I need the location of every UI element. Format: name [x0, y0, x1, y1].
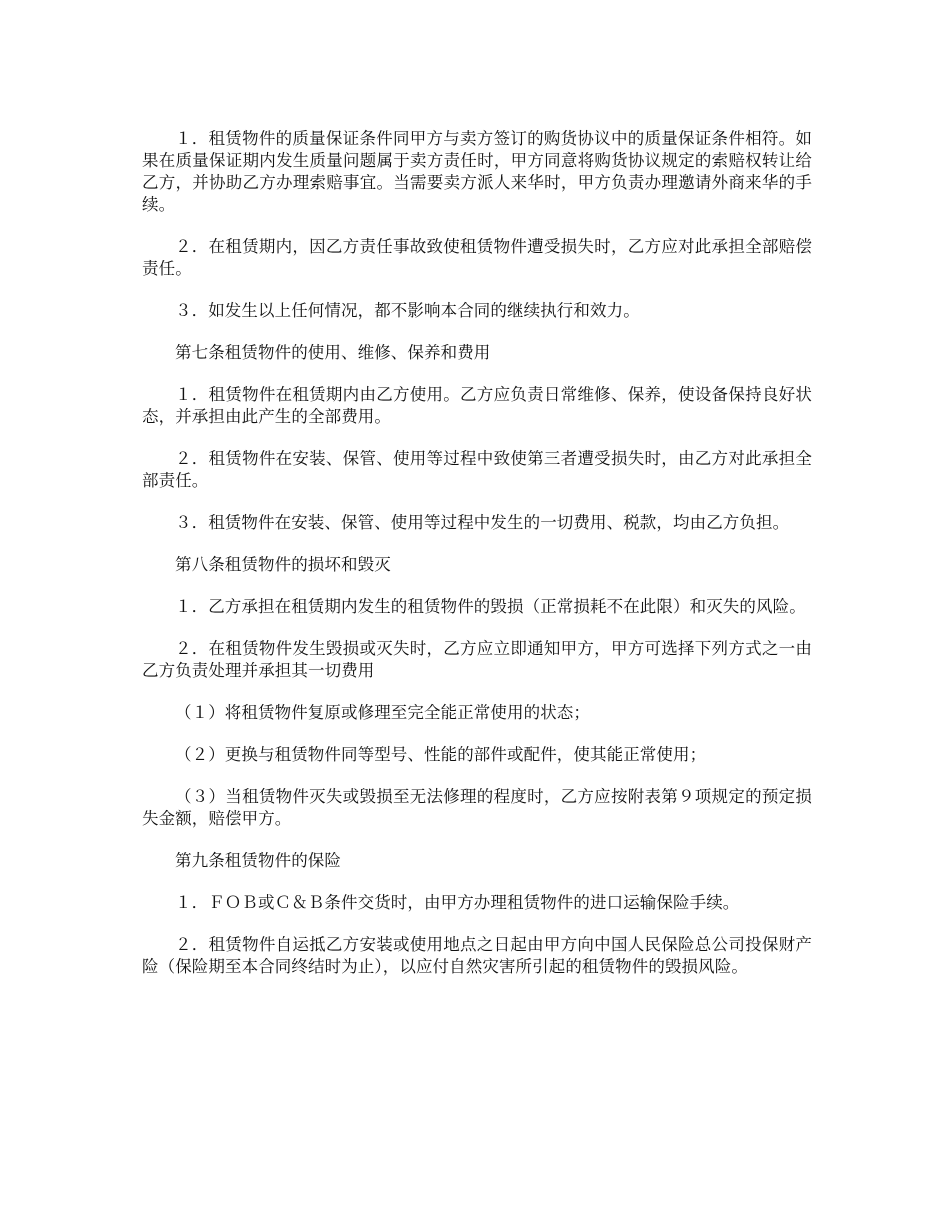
article-8-option-3: （３）当租赁物件灭失或毁损至无法修理的程度时，乙方应按附表第９项规定的预定损失金额，赔偿甲方。 — [142, 787, 812, 828]
clause-6-item-1: １．租赁物件的质量保证条件同甲方与卖方签订的购货协议中的质量保证条件相符。如果在质量保证期内发生质量问题属于卖方责任时，甲方同意将购货协议规定的索赔权转让给乙方，并协助乙方办理索赔事宜。当需要卖方派人来华时，甲方负责办理邀请外商来华的手续。 — [142, 129, 812, 214]
article-8-item-1: １．乙方承担在租赁期内发生的租赁物件的毁损（正常损耗不在此限）和灭失的风险。 — [175, 597, 806, 616]
clause-6-item-3: ３．如发生以上任何情况，都不影响本合同的继续执行和效力。 — [175, 301, 640, 320]
clause-6-item-2: ２．在租赁期内，因乙方责任事故致使租赁物件遭受损失时，乙方应对此承担全部赔偿责任。 — [142, 237, 812, 278]
article-9-heading: 第九条租赁物件的保险 — [175, 851, 341, 870]
article-8-item-2: ２．在租赁物件发生毁损或灭失时，乙方应立即通知甲方，甲方可选择下列方式之一由乙方负责处理并承担其一切费用 — [142, 639, 812, 680]
article-7-item-3: ３．租赁物件在安装、保管、使用等过程中发生的一切费用、税款，均由乙方负担。 — [175, 513, 790, 532]
article-7-item-1: １．租赁物件在租赁期内由乙方使用。乙方应负责日常维修、保养，使设备保持良好状态，并承担由此产生的全部费用。 — [142, 385, 812, 426]
article-9-item-2: ２．租赁物件自运抵乙方安装或使用地点之日起由甲方向中国人民保险总公司投保财产险（保险期至本合同终结时为止），以应付自然灾害所引起的租赁物件的毁损风险。 — [142, 935, 812, 976]
article-8-heading: 第八条租赁物件的损坏和毁灭 — [175, 555, 391, 574]
article-7-item-2: ２．租赁物件在安装、保管、使用等过程中致使第三者遭受损失时，由乙方对此承担全部责任。 — [142, 449, 812, 490]
article-8-option-1: （１）将租赁物件复原或修理至完全能正常使用的状态； — [175, 703, 590, 722]
document-body — [142, 128, 812, 998]
article-8-option-2: （２）更换与租赁物件同等型号、性能的部件或配件，使其能正常使用； — [175, 745, 707, 764]
article-9-item-1: １．ＦＯＢ或Ｃ＆Ｂ条件交货时，由甲方办理租赁物件的进口运输保险手续。 — [175, 893, 740, 912]
article-7-heading: 第七条租赁物件的使用、维修、保养和费用 — [175, 343, 491, 362]
